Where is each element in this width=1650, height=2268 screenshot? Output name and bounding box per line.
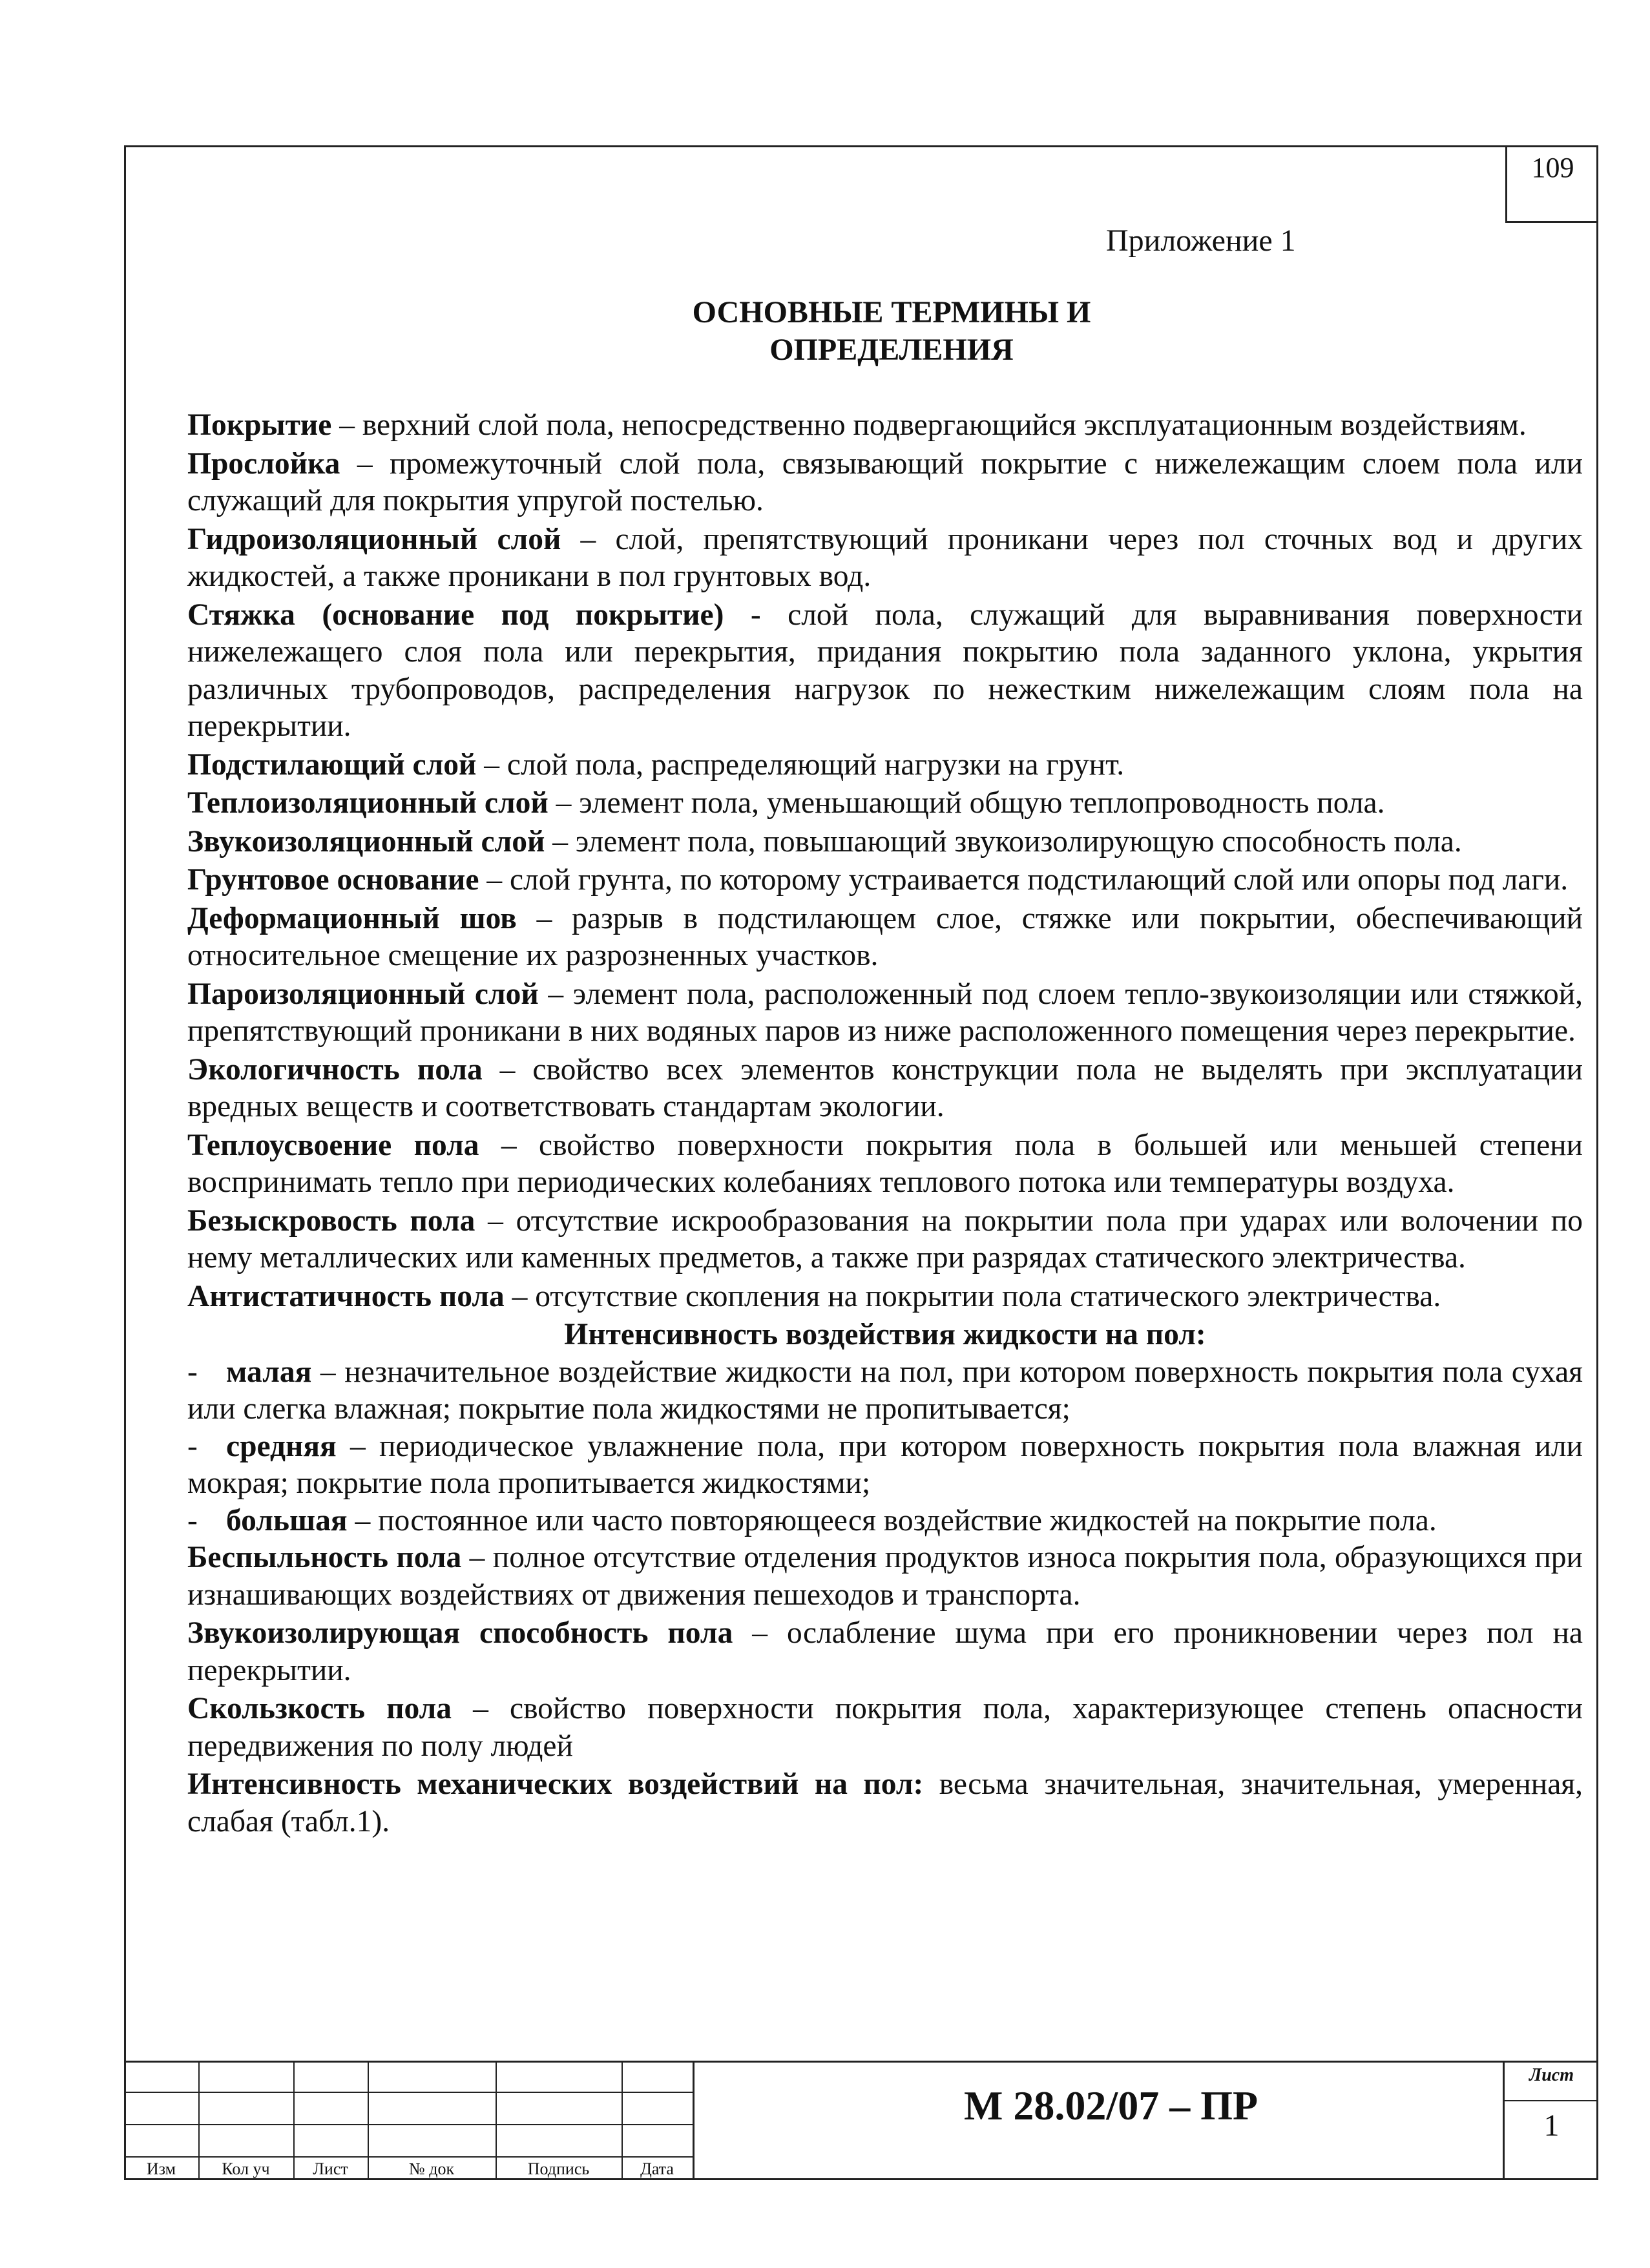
term-definition: – элемент пола, повышающий звукоизолирующую способность пола. [545,824,1462,858]
bullet-text: – незначительное воздействие жидкости на пол, при котором поверхность покрытия пола сухая или слегка влажная; покрытие пола жидкостями не пропитывается; [187,1355,1583,1426]
stamp-label-data: Дата [640,2159,674,2178]
sheet-divider [1505,2100,1598,2101]
term-podstilayushchy [187,747,1583,784]
document-code: М 28.02/07 – ПР [964,2083,1258,2128]
term-bespylnost [187,1539,1583,1614]
page-number: 109 [1505,145,1598,223]
stamp-label-kol-uch: Кол уч [222,2159,270,2178]
stamp-grid [124,2063,694,2180]
bullet-srednyaya [187,1428,1583,1503]
term-skolzkost [187,1691,1583,1765]
terms-list [187,407,1583,1842]
term-prosloyka [187,446,1583,520]
term-antistatichnost [187,1278,1583,1316]
term-definition: – разрыв в подстилающем слое, стяжке или покрытии, обеспечивающий относительное смещение их разрозненных участков. [187,901,1583,972]
term-definition: - слой пола, служащий для выравнивания поверхности нижележащего слоя пола или перекрытия, придания покрытию пола заданного уклона, укрытия различных трубопроводов, распределения нагрузок по нежестким нижележащим слоям пола на перекрытии. [187,598,1583,743]
document-title [646,294,1137,369]
term-heading: Экологичность пола [187,1052,483,1087]
term-heading: Скользкость пола [187,1692,452,1725]
term-heading: Подстилающий слой [187,747,477,782]
term-heading: Покрытие [187,408,332,442]
term-definition: – отсутствие скопления на покрытии пола статического электричества. [504,1279,1441,1313]
term-gruntovoe [187,862,1583,899]
term-heading: Прослойка [187,446,340,481]
sheet-box [1503,2063,1598,2180]
term-definition: – слой грунта, по которому устраивается подстилающий слой или опоры под лаги. [479,863,1569,897]
term-definition: – свойство поверхности покрытия пола, характеризующее степень опасности передвижения по полу людей [187,1692,1583,1763]
term-definition: – промежуточный слой пола, связывающий покрытие с нижележащим слоем пола или служащий для покрытия упругой постелью. [187,446,1583,517]
term-heading: Звукоизоляционный слой [187,824,545,858]
title-line-1: ОСНОВНЫЕ ТЕРМИНЫ И [692,295,1091,329]
stamp-label-podpis: Подпись [527,2159,590,2178]
term-definition: – свойство поверхности покрытия пола в большей или меньшей степени воспринимать тепло при периодических колебаниях теплового потока или температуры воздуха. [187,1128,1583,1199]
term-teploizolyatsionny [187,785,1583,822]
bullet-malaya [187,1354,1583,1428]
bullet-dash: - [187,1503,198,1537]
stamp-label-n-dok: № док [408,2159,455,2178]
bullet-bolshaya [187,1503,1583,1540]
term-intensivnost-mekh [187,1766,1583,1840]
term-definition: – полное отсутствие отделения продуктов износа покрытия пола, образующихся при изнашивающих воздействиях от движения пешеходов и транспорта. [187,1541,1583,1612]
term-heading: Теплоизоляционный слой [187,786,548,820]
title-block-stamp [124,2061,1598,2180]
bullet-heading: малая [226,1355,312,1389]
term-pokrytie [187,407,1583,444]
term-heading: Интенсивность механических воздействий на пол: [187,1767,924,1801]
stamp-row-line [124,2092,693,2093]
term-heading: Гидроизоляционный слой [187,522,561,556]
stamp-row-line [124,2156,693,2158]
term-styazhka [187,597,1583,745]
term-heading: Стяжка (основание под покрытие) [187,598,724,632]
term-definition: – верхний слой пола, непосредственно подвергающийся эксплуатационным воздействиям. [331,408,1527,442]
sheet-number: 1 [1543,2108,1560,2143]
term-ekologichnost [187,1052,1583,1126]
bullet-heading: средняя [226,1429,337,1463]
title-line-2: ОПРЕДЕЛЕНИЯ [769,333,1014,367]
bullet-dash: - [187,1429,198,1463]
stamp-row-line [124,2124,693,2125]
term-deformatsionny [187,900,1583,975]
bullet-text: – периодическое увлажнение пола, при котором поверхность покрытия пола влажная или мокрая; покрытие пола пропитывается жидкостями; [187,1429,1583,1500]
term-bezyskrovost [187,1203,1583,1277]
term-paroizolyatsionny [187,976,1583,1050]
term-definition: – слой, препятствующий проникани через пол сточных вод и других жидкостей, а также проникани в пол грунтовых вод. [187,522,1583,593]
term-gidroizolyatsionny [187,521,1583,596]
term-heading: Грунтовое основание [187,863,479,897]
term-definition: – элемент пола, расположенный под слоем тепло-звукоизоляции или стяжкой, препятствующий проникани в них водяных паров из ниже расположенного помещения через перекрытие. [187,977,1583,1048]
term-definition: – отсутствие искрообразования на покрытии пола при ударах или волочении по нему металлических или каменных предметов, а также при разрядах статического электричества. [187,1203,1583,1274]
term-definition: – слой пола, распределяющий нагрузки на грунт. [476,747,1125,782]
intensity-heading: Интенсивность воздействия жидкости на пол: [564,1318,1206,1351]
term-heading: Безыскровость пола [187,1203,475,1238]
stamp-label-list: Лист [313,2159,348,2178]
bullet-dash: - [187,1355,198,1389]
bullet-text: – постоянное или часто повторяющееся воздействие жидкостей на покрытие пола. [347,1503,1437,1537]
term-definition: – ослабление шума при его проникновении через пол на перекрытии. [187,1616,1583,1687]
term-definition: весьма значительная, значительная, умеренная, слабая (табл.1). [187,1767,1583,1838]
stamp-label-izm: Изм [146,2159,176,2178]
term-definition: – свойство всех элементов конструкции пола не выделять при эксплуатации вредных веществ и соответствовать стандартам экологии. [187,1052,1583,1123]
term-heading: Беспыльность пола [187,1541,462,1574]
term-heading: Теплоусвоение пола [187,1128,479,1162]
term-heading: Пароизоляционный слой [187,977,539,1011]
term-teplousvoenie [187,1127,1583,1202]
term-heading: Антистатичность пола [187,1279,505,1313]
term-definition: – элемент пола, уменьшающий общую теплопроводность пола. [548,786,1385,820]
sheet-label: Лист [1529,2065,1574,2085]
term-heading: Звукоизолирующая способность пола [187,1616,733,1650]
term-zvukoizoliruyushchaya [187,1615,1583,1689]
bullet-heading: большая [226,1503,348,1537]
term-heading: Деформационный шов [187,901,517,935]
appendix-label: Приложение 1 [1106,224,1296,258]
term-zvukoizolyatsionny [187,824,1583,861]
